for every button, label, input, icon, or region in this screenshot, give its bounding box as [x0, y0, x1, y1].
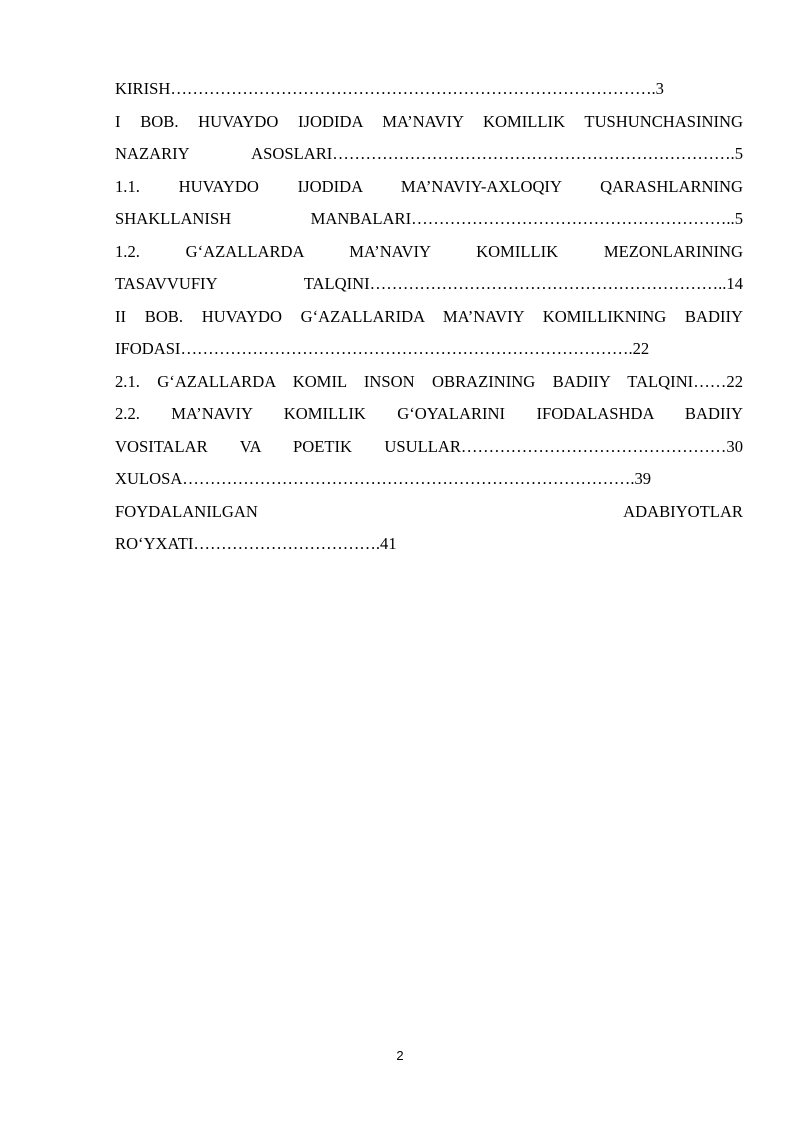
toc-line: VOSITALAR VA POETIK USULLAR…………………………………………30	[115, 436, 743, 456]
toc-line: XULOSA……………………………………………………………………….39	[115, 469, 652, 488]
toc-entry-section-1-1	[115, 171, 743, 236]
toc-line: TASAVVUFIY TALQINI………………………………………………………..14	[115, 274, 743, 293]
toc-line: 2.1. G‘AZALLARDA KOMIL INSON OBRAZINING BADIIY TALQINI……22	[115, 371, 743, 391]
toc-entry-references	[115, 496, 743, 561]
toc-line: RO‘YXATI…………………………….41	[115, 534, 397, 553]
toc-line: I BOB. HUVAYDO IJODIDA MA’NAVIY KOMILLIK TUSHUNCHASINING	[115, 111, 743, 131]
toc-entry-section-1-2	[115, 236, 743, 301]
toc-line: II BOB. HUVAYDO G‘AZALLARIDA MA’NAVIY KOMILLIKNING BADIIY	[115, 306, 743, 326]
toc-line: 1.2. G‘AZALLARDA MA’NAVIY KOMILLIK MEZONLARINING	[115, 241, 743, 261]
toc-line: IFODASI……………………………………………………………………….22	[115, 339, 650, 358]
toc-entry-section-2-2	[115, 398, 743, 463]
toc-entry-chapter-2	[115, 301, 743, 366]
toc-entry-chapter-1	[115, 106, 743, 171]
toc-entry-kirish	[115, 73, 743, 106]
toc-entry-section-2-1	[115, 366, 743, 399]
toc-entry-xulosa	[115, 463, 743, 496]
page-number: 2	[396, 1048, 404, 1063]
toc-line: FOYDALANILGAN ADABIYOTLAR	[115, 501, 743, 521]
toc-line: KIRISH…………………………………………………………………………….3	[115, 79, 664, 98]
toc-line: SHAKLLANISH MANBALARI…………………………………………………..5	[115, 209, 743, 228]
table-of-contents	[115, 73, 743, 561]
toc-line: NAZARIY ASOSLARI……………………………………………………………….5	[115, 144, 743, 163]
toc-line: 1.1. HUVAYDO IJODIDA MA’NAVIY-AXLOQIY QARASHLARNING	[115, 176, 743, 196]
toc-line: 2.2. MA’NAVIY KOMILLIK G‘OYALARINI IFODALASHDA BADIIY	[115, 404, 743, 423]
